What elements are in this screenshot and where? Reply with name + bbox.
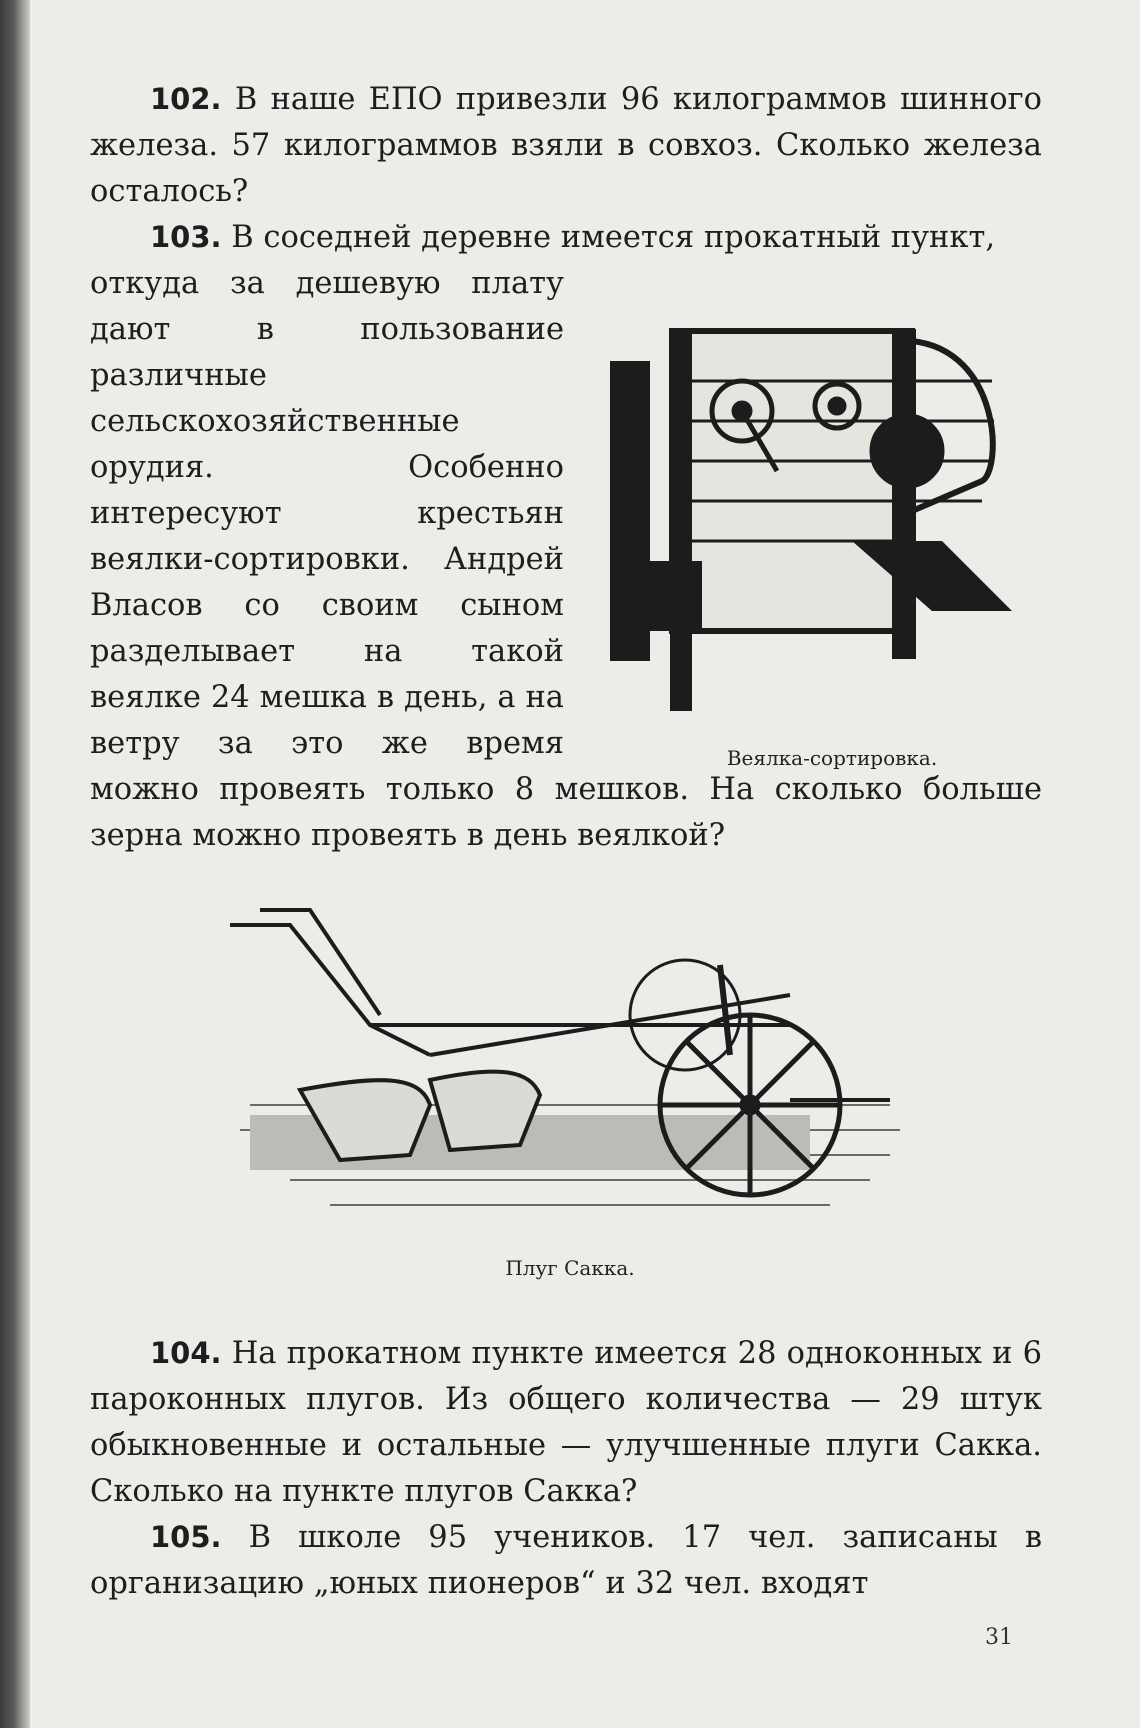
problem-number: 103. xyxy=(150,220,222,254)
problem-text: откуда за дешевую плату дают в пользование различные сельскохозяйственные орудия. Особенно интересуют крестьян веялки-сортировки. Андрей Власов со своим сыном разделывает на такой веялке 24 мешка в день, а на ветру за это же время можно провеять только 8 мешков. На сколько больше зерна можно провеять в день веялкой? xyxy=(90,266,1042,853)
book-spine xyxy=(0,0,30,1728)
plow-illustration xyxy=(230,905,910,1235)
problem-102 xyxy=(90,76,1042,215)
problem-text: В наше ЕПО привезли 96 килограммов шинного железа. 57 килограммов взяли в совхоз. Сколько железа осталось? xyxy=(90,82,1042,209)
problem-number: 104. xyxy=(150,1336,222,1370)
winnower-caption: Веялка-сортировка. xyxy=(726,746,938,770)
winnower-illustration xyxy=(602,311,1022,731)
problem-number: 105. xyxy=(150,1520,222,1554)
problem-text-first-line: В соседней деревне имеется прокатный пункт, xyxy=(231,220,996,255)
winnower-figure xyxy=(582,261,1042,770)
problem-text: В школе 95 учеников. 17 чел. записаны в организацию „юных пионеров“ и 32 чел. входят xyxy=(90,1520,1043,1601)
problem-105 xyxy=(90,1514,1042,1607)
problem-104 xyxy=(90,1330,1042,1515)
plow-caption: Плуг Сакка. xyxy=(505,1256,635,1280)
problem-text: На прокатном пункте имеется 28 одноконных и 6 пароконных плугов. Из общего количества — 29 штук обыкновенные и остальные — улучшенные плуги Сакка. Сколько на пункте плугов Сакка? xyxy=(90,1336,1042,1509)
problem-103 xyxy=(90,214,1042,859)
page-number: 31 xyxy=(985,1625,1013,1650)
problem-number: 102. xyxy=(150,82,222,116)
